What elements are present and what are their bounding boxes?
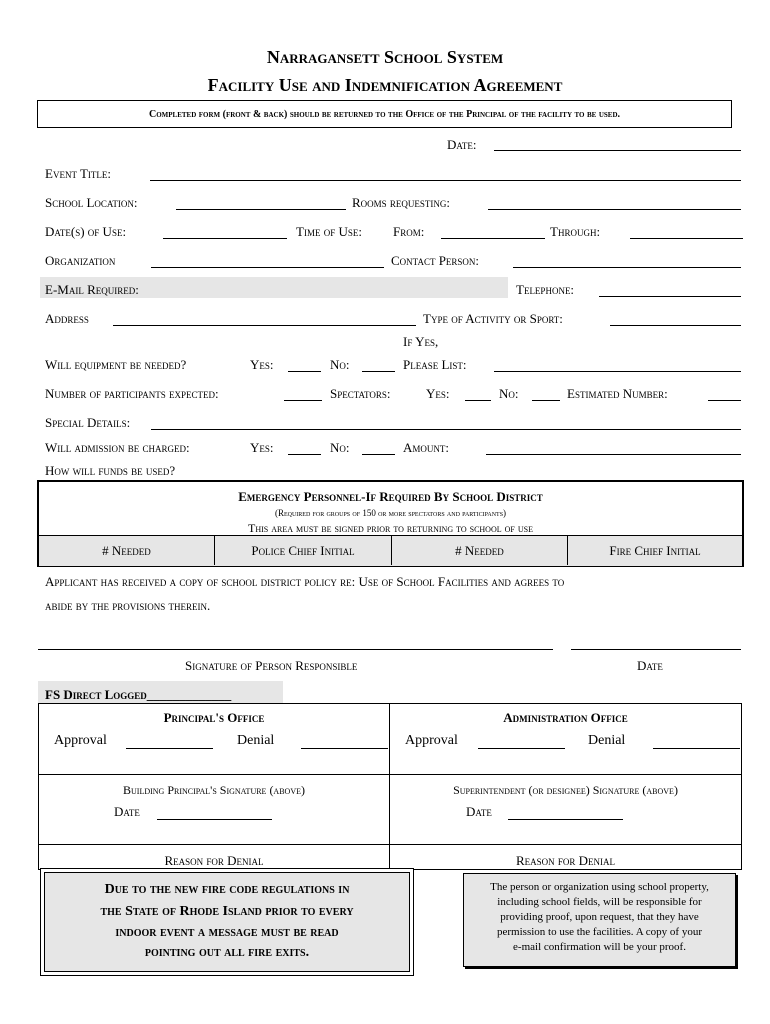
grid-line bbox=[38, 844, 742, 845]
amount-field[interactable] bbox=[486, 454, 741, 455]
police-initial-header: Police Chief Initial bbox=[251, 543, 355, 558]
contact-field[interactable] bbox=[513, 267, 741, 268]
emergency-title: Emergency Personnel-If Required By School District bbox=[238, 489, 543, 504]
event-title-label: Event Title: bbox=[45, 166, 111, 181]
proof-line-3: providing proof, upon request, that they have bbox=[500, 911, 699, 923]
fire-initial-header: Fire Chief Initial bbox=[609, 543, 701, 558]
from-label: From: bbox=[393, 224, 425, 239]
principal-signature-label: Building Principal's Signature (above) bbox=[123, 783, 305, 797]
address-label: Address bbox=[45, 311, 89, 326]
police-needed-header: # Needed bbox=[102, 543, 151, 558]
special-details-field[interactable] bbox=[151, 429, 741, 430]
grid-line bbox=[38, 774, 742, 775]
activity-field[interactable] bbox=[610, 325, 741, 326]
admin-denial-field[interactable] bbox=[653, 748, 740, 749]
proof-line-2: including school fields, will be responsible for bbox=[497, 896, 702, 908]
admission-no-label: No: bbox=[330, 440, 350, 455]
proof-note bbox=[463, 873, 736, 967]
emergency-box bbox=[37, 480, 744, 567]
dates-of-use-label: Date(s) of Use: bbox=[45, 224, 127, 239]
notice-box bbox=[37, 100, 732, 128]
fire-notice-line-1: Due to the new fire code regulations in bbox=[104, 882, 350, 897]
school-location-field[interactable] bbox=[176, 209, 346, 210]
grid-line bbox=[38, 869, 742, 870]
signature-field[interactable] bbox=[38, 649, 553, 650]
please-list-field[interactable] bbox=[494, 371, 741, 372]
date-field[interactable] bbox=[494, 150, 741, 151]
grid-line bbox=[38, 703, 742, 704]
admin-date-label: Date bbox=[466, 804, 492, 819]
principal-approval-field[interactable] bbox=[126, 748, 213, 749]
proof-line-4: permission to use the facilities. A copy of your bbox=[497, 926, 702, 938]
dates-of-use-field[interactable] bbox=[163, 238, 287, 239]
emergency-subtitle: (Required for groups of 150 or more spectators and participants) bbox=[274, 508, 507, 518]
activity-label: Type of Activity or Sport: bbox=[423, 311, 563, 326]
emergency-note: This area must be signed prior to returning to school of use bbox=[248, 521, 533, 535]
principal-denial-label: Denial bbox=[237, 733, 275, 748]
fire-notice-line-3: indoor event a message must be read bbox=[115, 925, 339, 940]
fs-direct-logged[interactable]: FS Direct Logged_____________ bbox=[45, 687, 232, 702]
admin-denial-label: Denial bbox=[588, 733, 626, 748]
if-yes-label: If Yes, bbox=[403, 334, 439, 349]
equipment-yes-label: Yes: bbox=[250, 357, 274, 372]
equipment-label: Will equipment be needed? bbox=[45, 357, 187, 372]
amount-label: Amount: bbox=[403, 440, 449, 455]
rooms-label: Rooms requesting: bbox=[352, 195, 451, 210]
funds-label: How will funds be used? bbox=[45, 463, 176, 478]
equipment-yes-field[interactable] bbox=[288, 371, 321, 372]
return-notice: Completed form (front & back) should be returned to the Office of the Principal of the facility to be used. bbox=[148, 109, 621, 120]
spectators-label: Spectators: bbox=[330, 386, 391, 401]
principal-reason-label: Reason for Denial bbox=[164, 853, 264, 868]
estimated-field[interactable] bbox=[708, 400, 741, 401]
fire-notice-line-2: the State of Rhode Island prior to every bbox=[100, 904, 354, 919]
admin-reason-label: Reason for Denial bbox=[515, 853, 616, 868]
signature-label: Signature of Person Responsible bbox=[185, 658, 358, 673]
spectators-yes-field[interactable] bbox=[465, 400, 491, 401]
date-label: Date: bbox=[447, 137, 477, 152]
fire-notice-line-4: pointing out all fire exits. bbox=[144, 945, 310, 960]
form-subtitle: Facility Use and Indemnification Agreement bbox=[207, 75, 563, 95]
participants-field[interactable] bbox=[284, 400, 322, 401]
rooms-field[interactable] bbox=[488, 209, 741, 210]
admin-date-field[interactable] bbox=[508, 819, 623, 820]
admin-office-header: Administration Office bbox=[503, 710, 628, 725]
special-details-label: Special Details: bbox=[45, 415, 131, 430]
signature-date-field[interactable] bbox=[571, 649, 741, 650]
spectators-no-field[interactable] bbox=[532, 400, 560, 401]
admin-approval-label: Approval bbox=[405, 733, 458, 748]
telephone-field[interactable] bbox=[599, 296, 741, 297]
through-label: Through: bbox=[550, 224, 601, 239]
form-title: Narragansett School System bbox=[266, 47, 504, 67]
principal-approval-label: Approval bbox=[54, 733, 107, 748]
equipment-no-field[interactable] bbox=[362, 371, 395, 372]
estimated-label: Estimated Number: bbox=[567, 386, 668, 401]
contact-label: Contact Person: bbox=[391, 253, 480, 268]
telephone-label: Telephone: bbox=[516, 282, 575, 297]
admission-yes-label: Yes: bbox=[250, 440, 274, 455]
policy-line-2: abide by the provisions therein. bbox=[45, 598, 211, 613]
participants-label: Number of participants expected: bbox=[45, 386, 219, 401]
proof-line-5: e-mail confirmation will be your proof. bbox=[513, 941, 686, 953]
email-field[interactable] bbox=[165, 279, 505, 297]
organization-field[interactable] bbox=[151, 267, 384, 268]
superintendent-signature-label: Superintendent (or designee) Signature (above) bbox=[453, 783, 678, 797]
from-field[interactable] bbox=[441, 238, 545, 239]
time-of-use-label: Time of Use: bbox=[296, 224, 362, 239]
address-field[interactable] bbox=[113, 325, 416, 326]
school-location-label: School Location: bbox=[45, 195, 138, 210]
principal-date-label: Date bbox=[114, 804, 140, 819]
organization-label: Organization bbox=[45, 253, 116, 268]
admin-approval-field[interactable] bbox=[478, 748, 565, 749]
proof-line-1: The person or organization using school property, bbox=[490, 881, 709, 893]
admission-yes-field[interactable] bbox=[288, 454, 321, 455]
principal-denial-field[interactable] bbox=[301, 748, 388, 749]
signature-date-label: Date bbox=[637, 658, 663, 673]
spectators-no-label: No: bbox=[499, 386, 519, 401]
please-list-label: Please List: bbox=[403, 357, 467, 372]
email-label: E-Mail Required: bbox=[45, 282, 139, 297]
fire-code-notice bbox=[44, 872, 410, 972]
equipment-no-label: No: bbox=[330, 357, 350, 372]
through-field[interactable] bbox=[630, 238, 743, 239]
policy-line-1: Applicant has received a copy of school district policy re: Use of School Facilities and agrees to bbox=[45, 574, 565, 589]
spectators-yes-label: Yes: bbox=[426, 386, 450, 401]
admission-no-field[interactable] bbox=[362, 454, 395, 455]
principal-office-header: Principal's Office bbox=[163, 710, 265, 725]
admission-label: Will admission be charged: bbox=[45, 440, 190, 455]
event-title-field[interactable] bbox=[150, 180, 741, 181]
principal-date-field[interactable] bbox=[157, 819, 272, 820]
fire-needed-header: # Needed bbox=[455, 543, 504, 558]
